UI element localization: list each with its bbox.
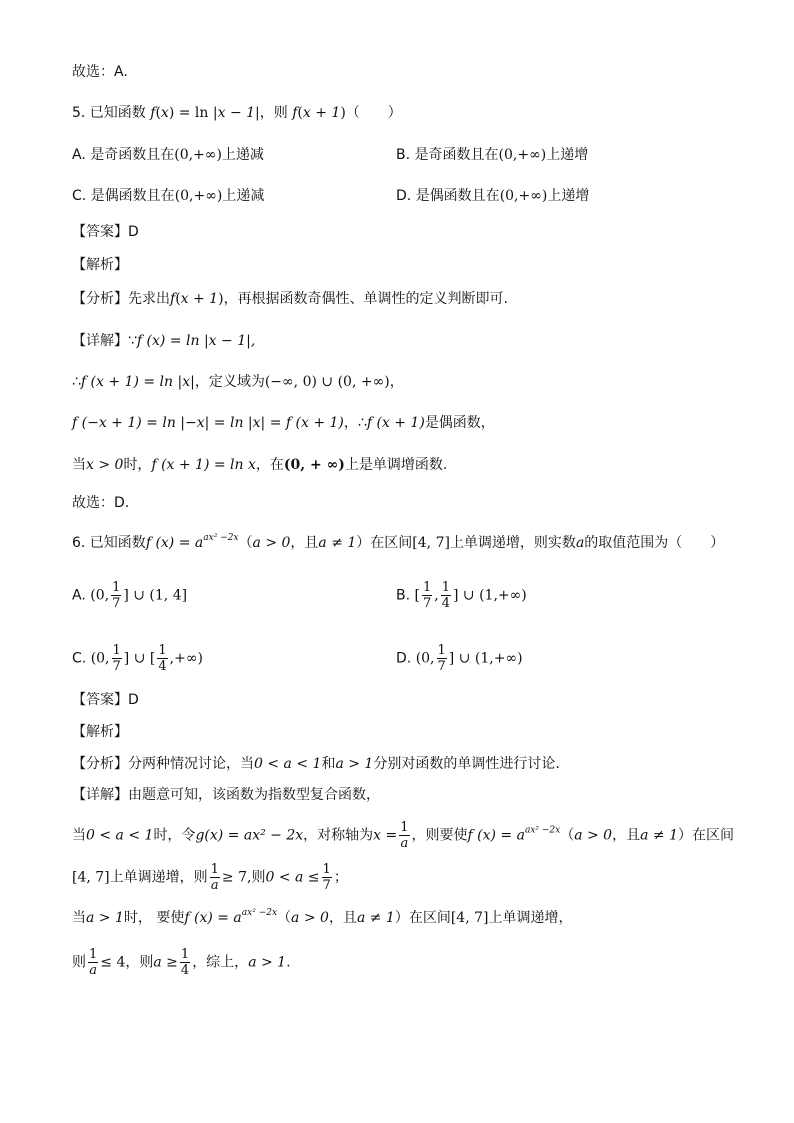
math: ,	[434, 587, 439, 604]
text: ，且	[612, 827, 641, 844]
text: 当	[72, 457, 86, 473]
option-6d	[396, 643, 523, 674]
fraction: $\frac{1}{7}$	[322, 862, 331, 893]
math: (0,	[415, 650, 435, 667]
math: a ≠ 1	[318, 535, 357, 551]
text: ，定义域为	[194, 374, 265, 390]
text: 【详解】由题意可知，该函数为指数型复合函数，	[72, 787, 380, 803]
text: ，综上，	[192, 954, 249, 971]
domain-line	[72, 372, 404, 392]
text: 当	[72, 910, 86, 926]
math: ,+∞)	[169, 650, 203, 667]
math: ≥ 7,	[221, 869, 252, 886]
text: 5. 已知函数	[72, 105, 146, 121]
text: D. 是偶函数且在	[396, 188, 500, 204]
fraction: $\frac{1}{7}$	[112, 580, 121, 611]
text: ∴	[72, 374, 81, 390]
option-6c	[72, 643, 203, 674]
text: ，在	[255, 457, 284, 473]
xiangjie-5	[72, 331, 255, 351]
fraction: $\frac{1}{a}$	[400, 820, 409, 851]
text: B. 是奇函数且在	[396, 147, 499, 163]
math: a > 1	[335, 756, 374, 772]
math: f (−x + 1) = ln |−x| = ln |x| = f (x + 1)	[72, 415, 344, 431]
math: [	[414, 587, 420, 604]
text: 上递减	[222, 188, 265, 204]
math: 0 < a < 1	[254, 756, 322, 772]
answer-6	[72, 690, 139, 710]
option-6b	[396, 580, 527, 611]
math: (−∞, 0) ∪ (0, +∞)	[264, 374, 390, 390]
text: 【答案】D	[72, 224, 139, 240]
math-superscript: ax² −2x	[203, 533, 239, 543]
text: 是偶函数，	[424, 415, 495, 431]
text: 和	[321, 756, 336, 772]
text: ，且	[328, 910, 357, 926]
math: f (x) = a	[184, 910, 242, 926]
math: = ln	[178, 105, 209, 121]
math: a > 1	[248, 954, 287, 971]
fraction: $\frac{1}{7}$	[437, 643, 446, 674]
text: D.	[396, 650, 412, 667]
math: ] ∪ (1,+∞)	[448, 650, 523, 667]
text: 时，	[123, 457, 152, 473]
math: ≤ 4	[100, 954, 126, 971]
math: a > 0	[252, 535, 291, 551]
fraction: $\frac{1}{4}$	[158, 643, 167, 674]
analysis-5	[72, 255, 128, 275]
case-2-line	[72, 903, 572, 928]
math: (0,+∞)	[498, 147, 547, 163]
text: ）在区间	[394, 910, 451, 926]
math: (0,+∞)	[174, 188, 223, 204]
option-c	[72, 186, 264, 206]
text: 故选：A.	[72, 64, 128, 80]
text: （	[277, 910, 292, 926]
math: f (x + 1) = ln |x|	[80, 374, 195, 390]
option-6a	[72, 580, 187, 611]
math: x + 1	[302, 105, 341, 121]
text: 时， 要使	[123, 910, 185, 926]
text-line	[72, 62, 128, 82]
text: 则	[72, 954, 86, 971]
fraction: $\frac{1}{7}$	[112, 643, 121, 674]
math: [4, 7]	[72, 869, 110, 886]
math: x − 1	[217, 105, 256, 121]
text: 则	[251, 869, 266, 886]
text: （ ）	[345, 105, 402, 121]
math: x + 1	[180, 291, 219, 307]
math: g(x) = ax² − 2x	[195, 827, 304, 844]
option-b	[396, 145, 588, 165]
option-d	[396, 186, 589, 206]
math: (0, + ∞)	[283, 457, 345, 473]
text: 上递增	[546, 147, 589, 163]
fraction: $\frac{1}{a}$	[89, 947, 98, 978]
text: A. 是奇函数且在	[72, 147, 175, 163]
math: f (x) = a	[467, 827, 525, 844]
math: [4, 7]	[412, 535, 450, 551]
text: （	[238, 535, 253, 551]
fenxi-6	[72, 754, 560, 774]
text: 【解析】	[72, 257, 128, 273]
text: ）在区间	[677, 827, 734, 844]
question-5: 5. 已知函数 f(x) = ln |x − 1|，则 f(x + 1)（ ）	[72, 105, 402, 121]
math: (0,+∞)	[174, 147, 222, 163]
text: 【详解】∵	[72, 333, 137, 349]
case-1-cont	[72, 862, 348, 893]
math: f (x + 1) = ln x	[151, 457, 256, 473]
math: (0,	[90, 650, 110, 667]
math: (0,	[90, 587, 110, 604]
text: ，	[389, 374, 404, 390]
answer-5	[72, 222, 139, 242]
xiangjie-6	[72, 785, 380, 805]
math: a > 1	[86, 910, 124, 926]
text: 上单调递增，则	[109, 869, 208, 886]
text: 上递增	[547, 188, 590, 204]
math: ] ∪ (1, 4]	[123, 587, 188, 604]
math: f (x + 1)	[366, 415, 425, 431]
fraction: $\frac{1}{4}$	[441, 580, 450, 611]
text: 上是单调增函数.	[344, 457, 448, 473]
math: [4, 7]	[450, 910, 489, 926]
math-superscript: ax² −2x	[241, 908, 278, 918]
text: 分别对函数的单调性进行讨论.	[373, 756, 560, 772]
text: A.	[72, 587, 86, 604]
text: 的取值范围为（ ）	[584, 535, 725, 551]
text: 故选：D.	[72, 495, 130, 511]
math: 0 < a ≤	[265, 869, 320, 886]
text: （	[560, 827, 575, 844]
fraction: $\frac{1}{7}$	[422, 580, 432, 611]
text: 时，令	[153, 827, 196, 844]
math: a > 0	[291, 910, 329, 926]
case-1-line	[72, 820, 734, 851]
math: 0 < a < 1	[86, 827, 154, 844]
math: a ≠ 1	[356, 910, 395, 926]
math: (0,+∞)	[499, 188, 548, 204]
text: .	[286, 954, 291, 971]
math: x	[160, 105, 169, 121]
math: f	[150, 105, 156, 121]
text: ，则	[125, 954, 154, 971]
math: a ≥	[153, 954, 178, 971]
fenxi-5: 【分析】先求出f(x + 1)，再根据函数奇偶性、单调性的定义判断即可.	[72, 291, 509, 307]
text: 当	[72, 827, 86, 844]
text: 【答案】D	[72, 692, 139, 708]
text: 6. 已知函数	[72, 535, 146, 551]
text: C. 是偶函数且在	[72, 188, 175, 204]
text: 上单调递增，则实数	[449, 535, 576, 551]
math: x > 0	[86, 457, 124, 473]
text: ）在区间	[356, 535, 413, 551]
select-5	[72, 493, 129, 513]
text: ；	[333, 869, 348, 886]
text: 【解析】	[72, 724, 128, 740]
text: ，且	[290, 535, 319, 551]
math: a	[575, 535, 585, 551]
text: 上单调递增，	[488, 910, 573, 926]
math: f (x) = ln |x − 1|,	[136, 333, 256, 349]
text: 【分析】先求出	[72, 291, 170, 307]
option-a	[72, 145, 264, 165]
even-line	[72, 413, 495, 433]
text: ，再根据函数奇偶性、单调性的定义判断即可.	[223, 291, 509, 307]
text: ，则要使	[411, 827, 468, 844]
text: C.	[72, 650, 87, 667]
text: ，对称轴为	[303, 827, 374, 844]
question-6	[72, 528, 724, 553]
math: ] ∪ (1,+∞)	[453, 587, 527, 604]
math-superscript: ax² −2x	[524, 825, 561, 836]
text: 【分析】分两种情况讨论，当	[72, 756, 254, 772]
text: ，∴	[343, 415, 367, 431]
text: 上递减	[221, 147, 264, 163]
math: x =	[373, 827, 398, 844]
math: ] ∪ [	[123, 650, 156, 667]
math: f	[292, 105, 298, 121]
text: B.	[396, 587, 411, 604]
fraction: $\frac{1}{4}$	[180, 947, 190, 978]
math: a > 0	[574, 827, 613, 844]
fraction: $\frac{1}{a}$	[210, 862, 219, 893]
math: a ≠ 1	[640, 827, 678, 844]
conclusion-line	[72, 947, 291, 978]
analysis-6	[72, 722, 128, 742]
text: ，则	[259, 105, 288, 121]
math: f (x) = a	[145, 535, 204, 551]
increasing-line	[72, 455, 447, 475]
